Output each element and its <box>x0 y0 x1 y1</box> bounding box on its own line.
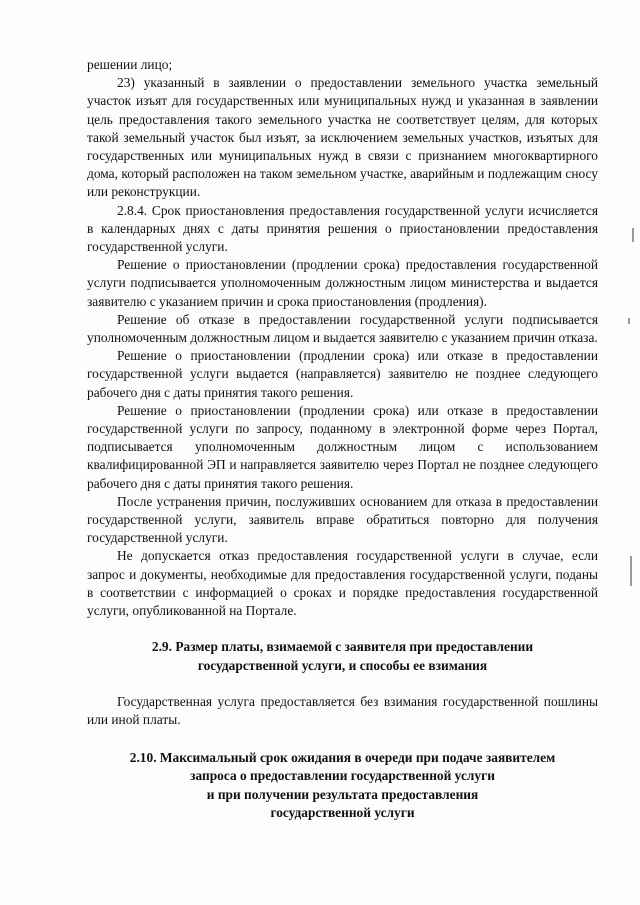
section-2-10-heading-line-3: и при получении результата предоставления <box>206 786 479 802</box>
section-2-10-heading-line-4: государственной услуги <box>270 804 415 820</box>
section-2-9-heading-line-2: государственной услуги, и способы ее взимания <box>197 657 488 673</box>
section-2-9-heading <box>87 638 598 674</box>
paragraph-item-23: 23) указанный в заявлении о предоставлении земельного участка земельный участок изъят для государственных или муниципальных нужд и указанная в заявлении цель предоставления такого земельного участка не соответствует целям, для которых такой земельный участок был изъят, за исключением земельных участков, изъятых для государственных или муниципальных нужд в связи с признанием многоквартирного дома, который расположен на таком земельном участке, аварийным и подлежащим сносу или реконструкции. <box>87 75 598 200</box>
paragraph-continuation: решении лицо; <box>87 57 173 72</box>
paragraph-decision-delivery: Решение о приостановлении (продлении срока) или отказе в предоставлении государственной услуги выдается (направляется) заявителю не позднее следующего рабочего дня с даты принятия такого решения. <box>87 348 598 400</box>
paragraph-no-refusal: Не допускается отказ предоставления государственной услуги в случае, если запрос и документы, необходимые для предоставления государственной услуги, поданы в соответствии с информацией о сроках и порядке предоставления государственной услуги, опубликованной на Портале. <box>87 548 598 619</box>
scan-margin-mark <box>630 556 632 586</box>
section-2-9-heading-line-1: 2.9. Размер платы, взимаемой с заявителя при предоставлении <box>151 639 534 655</box>
section-2-9-body: Государственная услуга предоставляется без взимания государственной пошлины или иной платы. <box>87 693 598 727</box>
section-2-10-heading-line-2: запроса о предоставлении государственной услуги <box>190 768 495 784</box>
paragraph-reapply: После устранения причин, послуживших основанием для отказа в предоставлении государственной услуги, заявитель вправе обратиться повторно для получения государственной услуги. <box>87 493 598 546</box>
paragraph-suspension-decision: Решение о приостановлении (продлении срока) предоставления государственной услуги подписывается уполномоченным должностным лицом министерства и выдается заявителю с указанием причин и срока приостановления (продления). <box>87 257 598 309</box>
section-2-10-heading <box>87 749 598 822</box>
paragraph-refusal-decision: Решение об отказе в предоставлении государственной услуги подписывается уполномоченным должностным лицом и выдается заявителю с указанием причин отказа. <box>87 311 598 346</box>
scan-margin-mark <box>628 318 630 324</box>
scan-margin-mark <box>632 228 634 242</box>
paragraph-portal-decision: Решение о приостановлении (продлении срока) или отказе в предоставлении государственной услуги по запросу, поданному в электронной форме через Портал, подписывается уполномоченным должностным лицом с использованием квалифицированной ЭП и направляется заявителю через Портал не позднее следующего рабочего дня с даты принятия такого решения. <box>87 402 598 491</box>
section-2-10-heading-line-1: 2.10. Максимальный срок ожидания в очереди при подаче заявителем <box>129 750 556 766</box>
paragraph-2-8-4: 2.8.4. Срок приостановления предоставления государственной услуги исчисляется в календарных днях с даты принятия решения о приостановлении предоставления государственной услуги. <box>87 202 598 255</box>
